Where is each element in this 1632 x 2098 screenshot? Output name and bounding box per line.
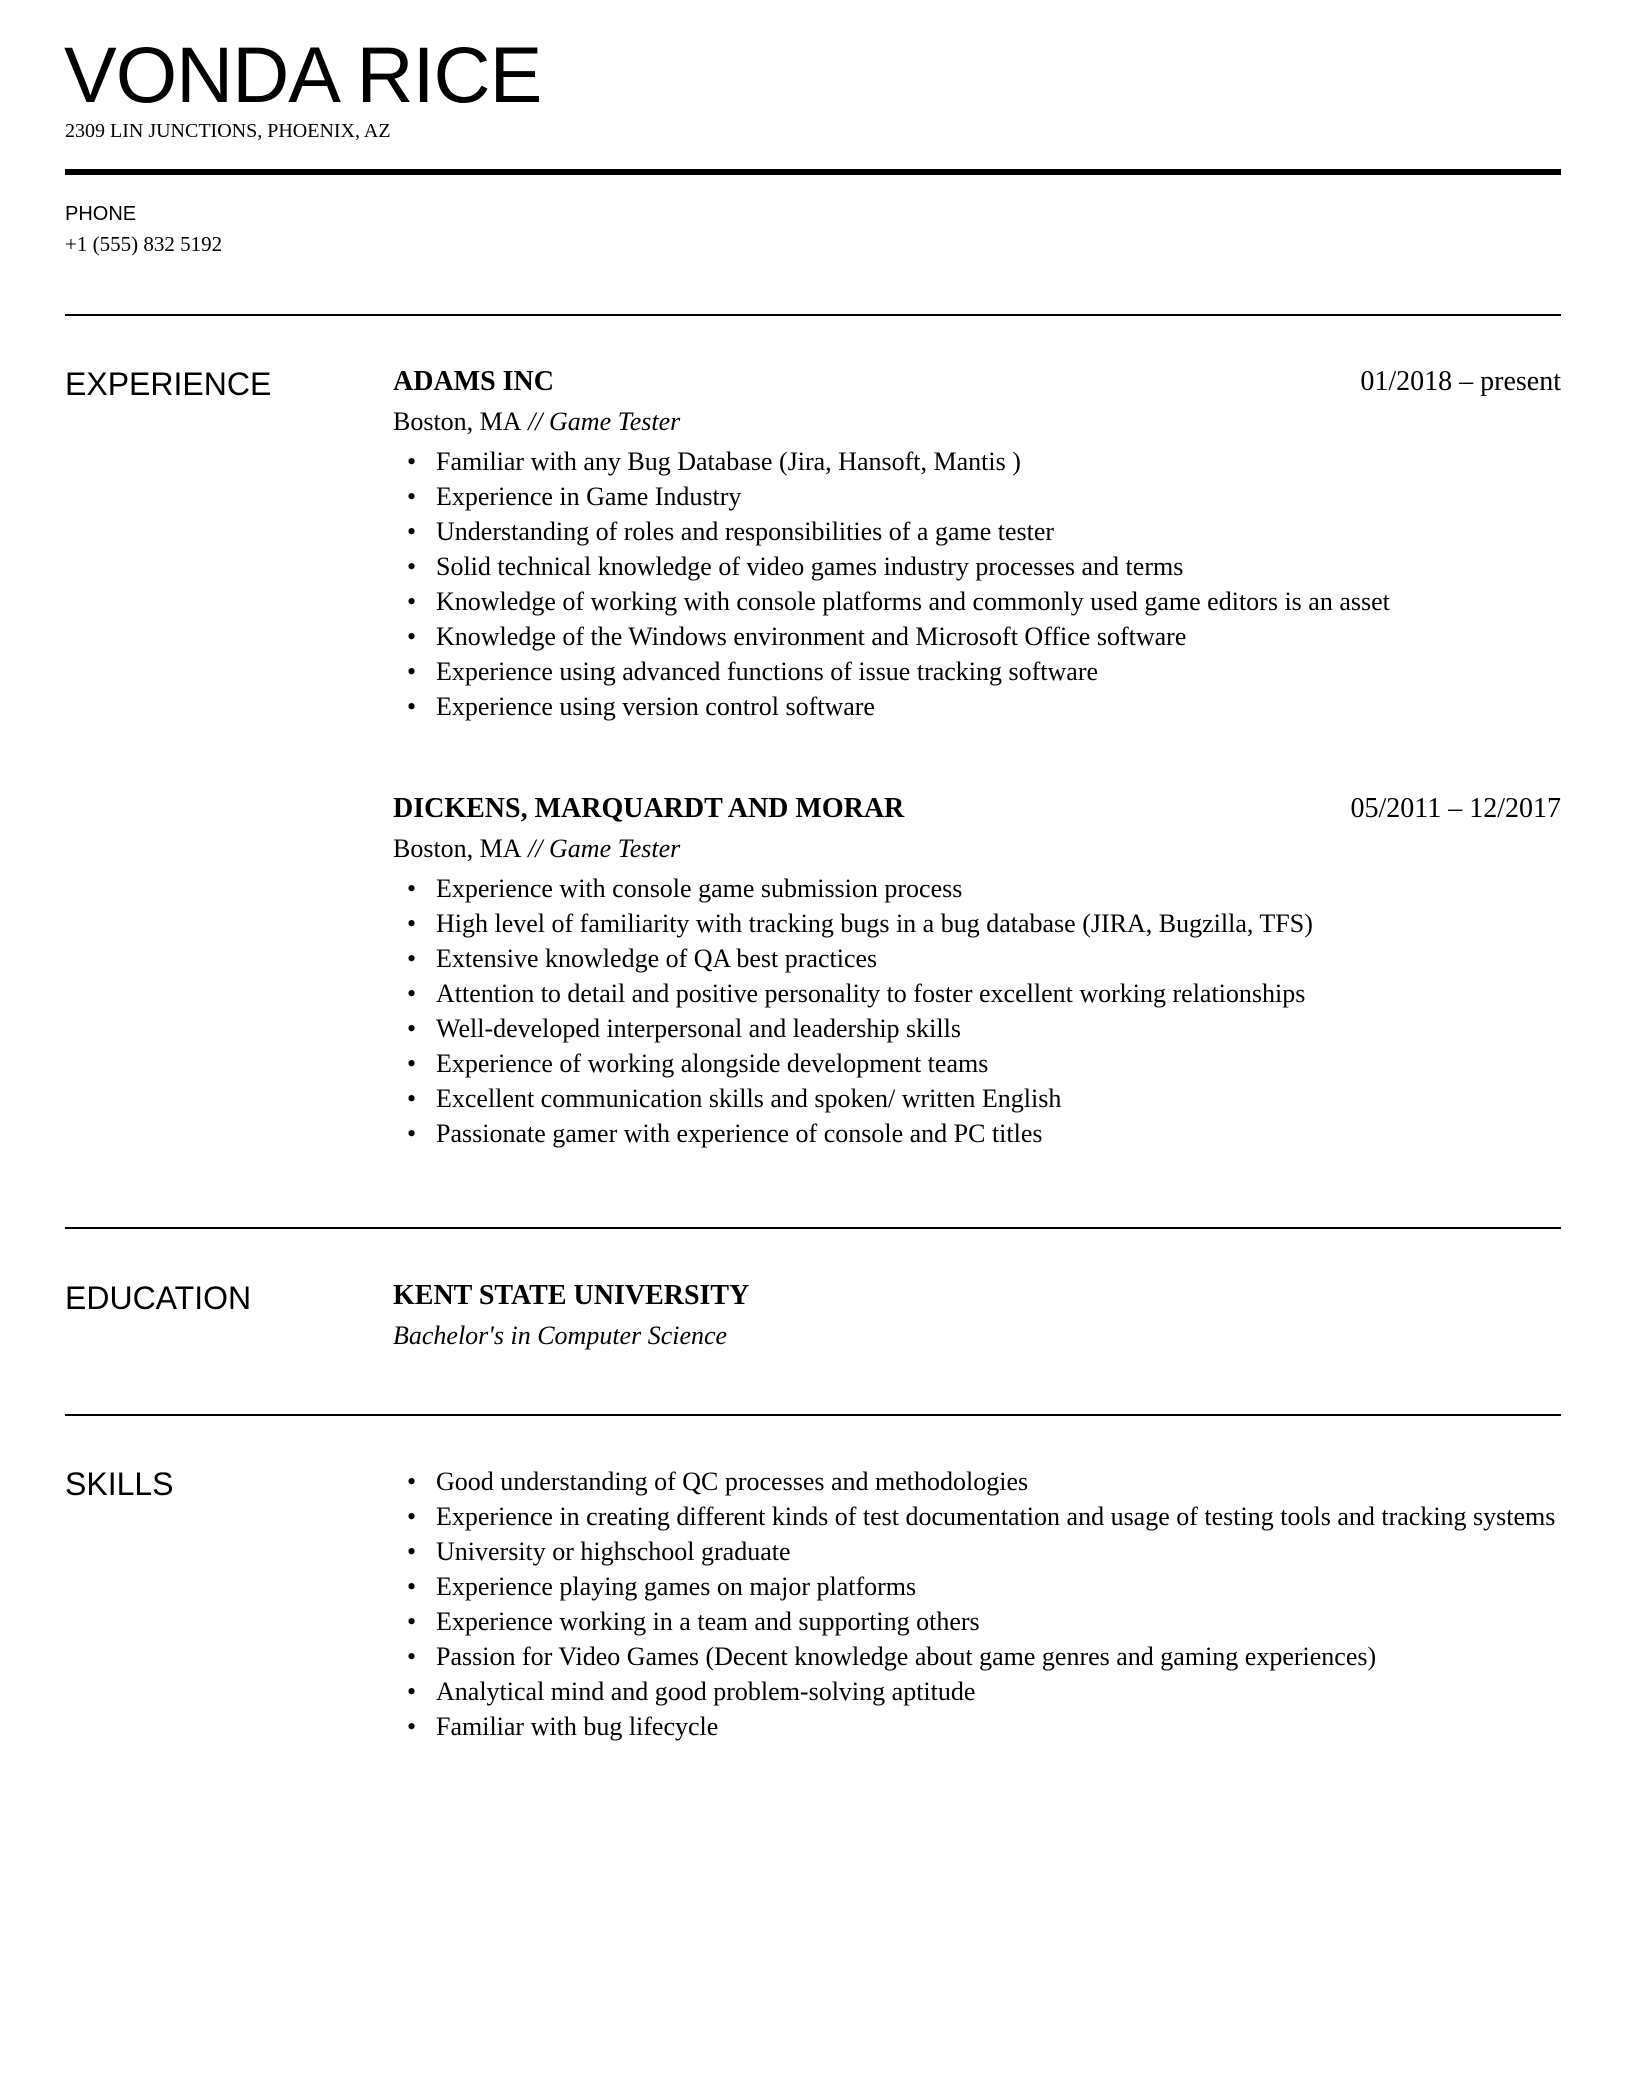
list-item: • Analytical mind and good problem-solving aptitude <box>393 1674 1561 1709</box>
list-item: • University or highschool graduate <box>393 1534 1561 1569</box>
job-role: Game Tester <box>549 834 681 863</box>
list-item: • Experience using advanced functions of issue tracking software <box>393 654 1561 689</box>
list-item: • Knowledge of working with console platforms and commonly used game editors is an asset <box>393 584 1561 619</box>
company-name: DICKENS, MARQUARDT AND MORAR <box>393 793 905 824</box>
job-dates: 05/2011 – 12/2017 <box>1350 793 1561 824</box>
job-entry <box>393 789 1561 1151</box>
company-name: ADAMS INC <box>393 366 554 397</box>
phone-label: PHONE <box>65 203 137 225</box>
list-item: • Familiar with any Bug Database (Jira, Hansoft, Mantis ) <box>393 444 1561 479</box>
separator: // <box>521 407 550 436</box>
list-item: • Experience with console game submission process <box>393 871 1561 906</box>
list-item: • Experience in Game Industry <box>393 479 1561 514</box>
education-entry <box>393 1276 1561 1356</box>
separator: // <box>521 834 550 863</box>
list-item: • Experience working in a team and supporting others <box>393 1604 1561 1639</box>
list-item: • Experience playing games on major platforms <box>393 1569 1561 1604</box>
section-title-skills: SKILLS <box>65 1466 174 1502</box>
list-item: • Understanding of roles and responsibilities of a game tester <box>393 514 1561 549</box>
divider <box>65 1414 1561 1416</box>
header-divider <box>65 169 1561 175</box>
list-item: • Experience in creating different kinds of test documentation and usage of testing tools and tracking systems <box>393 1499 1561 1534</box>
job-role: Game Tester <box>549 407 681 436</box>
section-title-education: EDUCATION <box>65 1280 252 1316</box>
divider <box>65 1227 1561 1229</box>
list-item: • Passionate gamer with experience of console and PC titles <box>393 1116 1561 1151</box>
list-item: • Extensive knowledge of QA best practices <box>393 941 1561 976</box>
list-item: • Knowledge of the Windows environment and Microsoft Office software <box>393 619 1561 654</box>
list-item: • Attention to detail and positive personality to foster excellent working relationships <box>393 976 1561 1011</box>
list-item: • Passion for Video Games (Decent knowledge about game genres and gaming experiences) <box>393 1639 1561 1674</box>
divider <box>65 314 1561 316</box>
job-location: Boston, MA <box>393 834 522 863</box>
list-item: • Experience using version control software <box>393 689 1561 724</box>
phone: +1 (555) 832 5192 <box>65 232 223 256</box>
degree: Bachelor's in Computer Science <box>393 1321 728 1350</box>
list-item: • Solid technical knowledge of video games industry processes and terms <box>393 549 1561 584</box>
school-name: KENT STATE UNIVERSITY <box>393 1280 750 1311</box>
list-item: • High level of familiarity with tracking bugs in a bug database (JIRA, Bugzilla, TFS) <box>393 906 1561 941</box>
section-title-experience: EXPERIENCE <box>65 366 272 402</box>
list-item: • Good understanding of QC processes and methodologies <box>393 1464 1561 1499</box>
job-entry <box>393 362 1561 724</box>
skills-list <box>393 1462 1561 1744</box>
job-location: Boston, MA <box>393 407 522 436</box>
candidate-name: VONDA RICE <box>64 30 542 119</box>
list-item: • Experience of working alongside development teams <box>393 1046 1561 1081</box>
list-item: • Familiar with bug lifecycle <box>393 1709 1561 1744</box>
list-item: • Well-developed interpersonal and leadership skills <box>393 1011 1561 1046</box>
address: 2309 LIN JUNCTIONS, PHOENIX, AZ <box>65 120 391 142</box>
job-dates: 01/2018 – present <box>1360 366 1561 397</box>
list-item: • Excellent communication skills and spoken/ written English <box>393 1081 1561 1116</box>
